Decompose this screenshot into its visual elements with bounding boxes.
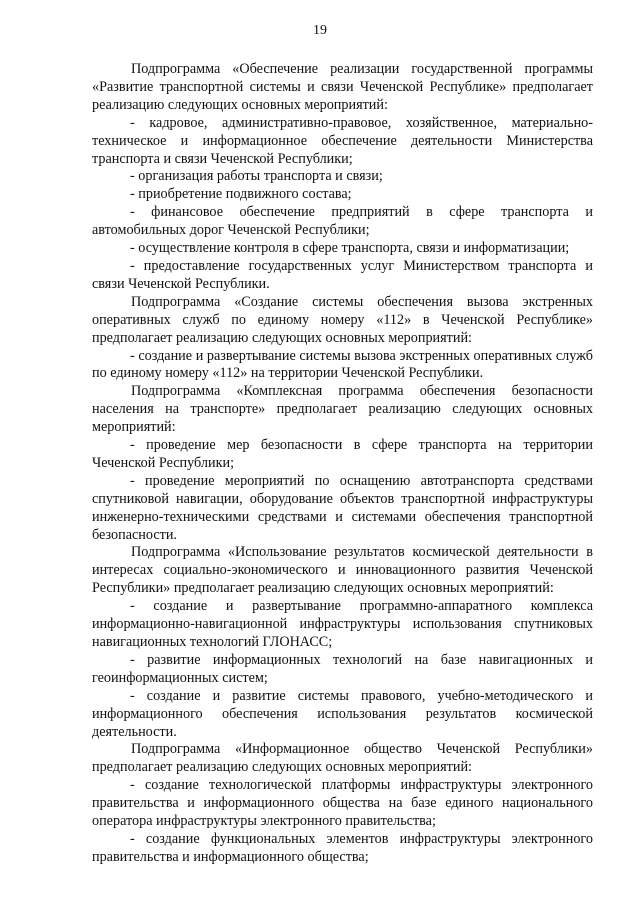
subprogram-paragraph: Подпрограмма «Создание системы обеспечения вызова экстренных оперативных служб по единому номеру «112» в Чеченской Республике» предполагает реализацию следующих основных мероприятий: (92, 293, 593, 346)
measure-list-item: - кадровое, административно-правовое, хозяйственное, материально-техническое и информационное обеспечение деятельности Министерства транспорта и связи Чеченской Республики; (92, 114, 593, 167)
measure-list-item: - приобретение подвижного состава; (130, 186, 352, 203)
measure-list-item: - проведение мер безопасности в сфере транспорта на территории Чеченской Республики; (92, 437, 593, 471)
measure-list-item: - финансовое обеспечение предприятий в сфере транспорта и автомобильных дорог Чеченской Республики; (92, 204, 593, 239)
subprogram-paragraph: Подпрограмма «Информационное общество Чеченской Республики» предполагает реализацию следующих основных мероприятий: (92, 741, 593, 776)
page-number: 19 (313, 23, 327, 38)
measure-list-item: - предоставление государственных услуг Министерством транспорта и связи Чеченской Республики. (92, 257, 593, 292)
measure-list-item: - создание и развертывание системы вызова экстренных оперативных служб по единому номеру «112» на территории Чеченской Республики. (92, 347, 593, 382)
subprogram-paragraph: Подпрограмма «Обеспечение реализации государственной программы «Развитие транспортной системы и связи Чеченской Республике» предполагает реализацию следующих основных мероприятий: (92, 61, 593, 113)
subprogram-paragraph: Подпрограмма «Комплексная программа обеспечения безопасности населения на транспорте» предполагает реализацию следующих основных мероприятий: (92, 383, 593, 436)
measure-list-item: - проведение мероприятий по оснащению автотранспорта средствами спутниковой навигации, оборудование объектов транспортной инфраструктуры инженерно-техническими средствами и системами обеспечения транспортной безопасности. (92, 472, 593, 543)
document-body (92, 61, 593, 867)
measure-list-item: - осуществление контроля в сфере транспорта, связи и информатизации; (130, 240, 570, 257)
measure-list-item: - организация работы транспорта и связи; (130, 168, 383, 185)
subprogram-paragraph: Подпрограмма «Использование результатов космической деятельности в интересах социально-экономического и инновационного развития Чеченской Республики» предполагает реализацию следующих основных мероприятий: (92, 544, 593, 597)
measure-list-item: - создание и развитие системы правового, учебно-методического и информационного обеспечения использования результатов космической деятельности. (92, 687, 593, 740)
measure-list-item: - создание функциональных элементов инфраструктуры электронного правительства и информационного общества; (92, 830, 593, 865)
measure-list-item: - развитие информационных технологий на базе навигационных и геоинформационных систем; (92, 651, 593, 686)
measure-list-item: - создание технологической платформы инфраструктуры электронного правительства и информационного общества на базе единого национального оператора инфраструктуры электронного правительства; (92, 777, 593, 830)
measure-list-item: - создание и развертывание программно-аппаратного комплекса информационно-навигационной инфраструктуры использования спутниковых навигационных технологий ГЛОНАСС; (92, 598, 593, 650)
